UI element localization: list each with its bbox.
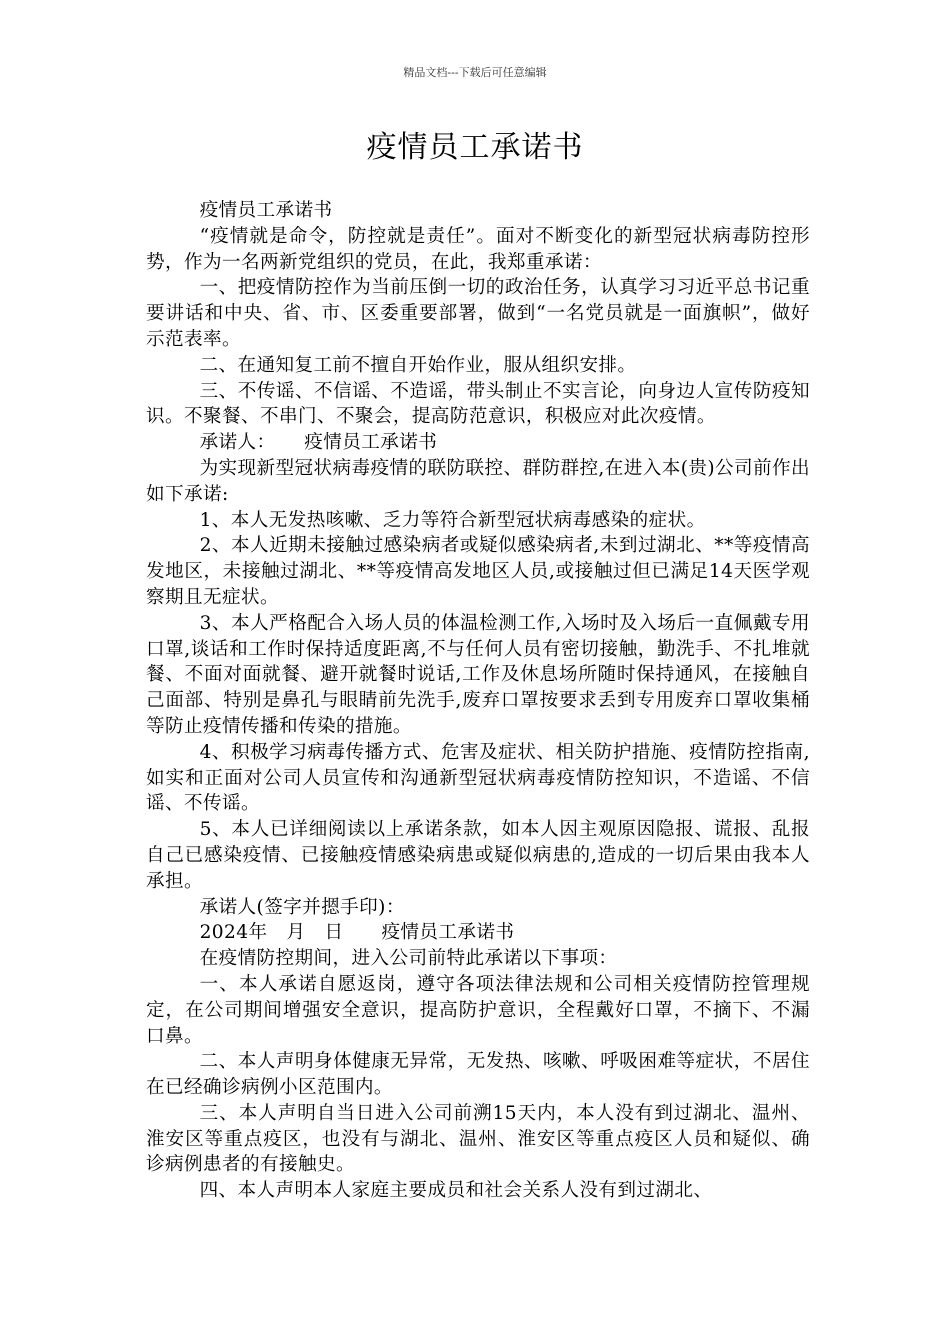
paragraph: 5、本人已详细阅读以上承诺条款，如本人因主观原因隐报、谎报、乱报自己已感染疫情、已接触疫情感染病患或疑似病患的,造成的一切后果由我本人承担。 xyxy=(146,819,810,892)
paragraph: 一、把疫情防控作为当前压倒一切的政治任务，认真学习习近平总书记重要讲话和中央、省、市、区委重要部署，做到“一名党员就是一面旗帜”，做好示范表率。 xyxy=(146,277,810,350)
paragraph: 一、本人承诺自愿返岗，遵守各项法律法规和公司相关疫情防控管理规定，在公司期间增强安全意识，提高防护意识，全程戴好口罩，不摘下、不漏口鼻。 xyxy=(146,973,810,1047)
paragraph: 二、本人声明身体健康无异常，无发热、咳嗽、呼吸困难等症状，不居住在已经确诊病例小区范围内。 xyxy=(146,1051,810,1099)
paragraph: “疫情就是命令，防控就是责任”。面对不断变化的新型冠状病毒防控形势，作为一名两新党组织的党员，在此，我郑重承诺： xyxy=(146,225,810,273)
paragraph: 2、本人近期未接触过感染病者或疑似感染病者,未到过湖北、**等疫情高发地区，未接触过湖北、**等疫情高发地区人员,或接触过但已满足14天医学观察期且无症状。 xyxy=(146,535,810,608)
paragraph: 4、积极学习病毒传播方式、危害及症状、相关防护措施、疫情防控指南,如实和正面对公司人员宣传和沟通新型冠状病毒疫情防控知识，不造谣、不信谣、不传谣。 xyxy=(146,741,810,815)
paragraph: 四、本人声明本人家庭主要成员和社会关系人没有到过湖北、 xyxy=(199,1180,713,1202)
paragraph: 承诺人(签字并摁手印)： xyxy=(199,896,405,918)
paragraph: 三、本人声明自当日进入公司前溯15天内，本人没有到过湖北、温州、淮安区等重点疫区，也没有与湖北、温州、淮安区等重点疫区人员和疑似、确诊病例患者的有接触史。 xyxy=(146,1102,810,1176)
paragraph: 2024年 月 日 疫情员工承诺书 xyxy=(199,922,515,944)
document-body xyxy=(146,198,810,1204)
paragraph: 二、在通知复工前不擅自开始作业，服从组织安排。 xyxy=(199,354,637,376)
paragraph: 在疫情防控期间，进入公司前特此承诺以下事项： xyxy=(199,948,618,970)
paragraph: 为实现新型冠状病毒疫情的联防联控、群防群控,在进入本(贵)公司前作出如下承诺: xyxy=(146,457,810,505)
paragraph: 承诺人： 疫情员工承诺书 xyxy=(199,432,438,454)
paragraph: 1、本人无发热咳嗽、乏力等符合新型冠状病毒感染的症状。 xyxy=(199,509,706,531)
paragraph: 3、本人严格配合入场人员的体温检测工作,入场时及入场后一直佩戴专用口罩,谈话和工作时保持适度距离,不与任何人员有密切接触，勤洗手、不扎堆就餐、不面对面就餐、避开就餐时说话,工作及休息场所随时保持通风，在接触自己面部、特别是鼻孔与眼睛前先洗手,废弃口罩按要求丢到专用废弃口罩收集桶等防止疫情传播和传染的措施。 xyxy=(146,612,810,737)
document-title: 疫情员工承诺书 xyxy=(366,130,584,165)
page-header-note: 精品文档---下载后可任意编辑 xyxy=(403,66,547,79)
paragraph: 疫情员工承诺书 xyxy=(199,200,333,221)
paragraph: 三、不传谣、不信谣、不造谣，带头制止不实言论，向身边人宣传防疫知识。不聚餐、不串门、不聚会，提高防范意识，积极应对此次疫情。 xyxy=(146,380,810,428)
